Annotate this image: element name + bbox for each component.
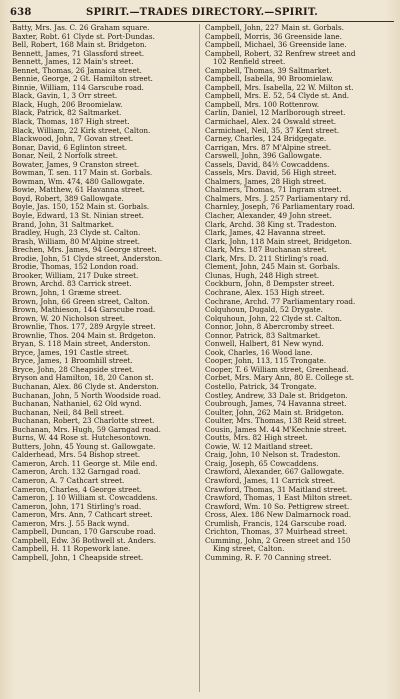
directory-entry: Carney, Charles, 124 Bridgegate. bbox=[205, 135, 327, 144]
directory-entry: Brodie, Thomas, 152 London road. bbox=[12, 263, 139, 272]
directory-entry: Brand, John, 31 Saltmarket. bbox=[12, 220, 114, 229]
directory-entry: Chalmers, Mrs. J. 257 Parliamentary rd. bbox=[205, 194, 351, 203]
directory-entry: Brash, William, 80 M'Alpine street. bbox=[12, 237, 141, 246]
directory-entry: Bell, Robert, 168 Main st. Bridgeton. bbox=[12, 41, 147, 50]
directory-entry: Coutts, Mrs. 82 High street. bbox=[205, 434, 308, 443]
directory-entry: Cameron, Charles, 4 George street. bbox=[12, 485, 142, 494]
directory-entry: Buchanan, Nathaniel, 62 Old wynd. bbox=[12, 400, 142, 409]
page-header bbox=[10, 6, 394, 20]
column-divider bbox=[199, 24, 200, 692]
directory-entry: Bryce, James, 191 Castle street. bbox=[12, 348, 130, 357]
directory-entry: Buchanan, Robert, 23 Charlotte street. bbox=[12, 417, 155, 426]
directory-entry: Brownlie, Thos. 177, 289 Argyle street. bbox=[12, 323, 156, 332]
directory-entry: Campbell, H. 11 Ropework lane. bbox=[12, 545, 131, 554]
directory-entry: Bennett, James, 71 Glassford street. bbox=[12, 49, 145, 58]
directory-entry: Campbell, John, 227 Main st. Gorbals. bbox=[205, 24, 344, 32]
directory-entry: Black, Hugh, 206 Broomielaw. bbox=[12, 100, 123, 109]
directory-entry: Campbell, Edw. 36 Bothwell st. Anders. bbox=[12, 536, 157, 545]
directory-entry: Campbell, Isabella, 90 Broomielaw. bbox=[205, 75, 334, 84]
directory-entry: Clark, James, 42 Havanna street. bbox=[205, 229, 326, 238]
directory-entry: Cameron, J. 10 William st. Cowcaddens. bbox=[12, 494, 158, 503]
directory-entry: Brooker, William, 217 Duke street. bbox=[12, 271, 139, 280]
directory-entry: Clark, Mrs. D. 211 Stirling's road. bbox=[205, 254, 329, 263]
directory-entry: Bennett, James, 12 Main's street. bbox=[12, 58, 134, 67]
directory-entry: Brown, John, 1 Græme street. bbox=[12, 288, 122, 297]
directory-entry: Carrigan, Mrs. 87 M'Alpine street. bbox=[205, 143, 332, 152]
directory-entry: Cowie, W. 12 Maitland street. bbox=[205, 442, 313, 451]
directory-entry: Coulter, John, 262 Main st. Bridgeton. bbox=[205, 408, 344, 417]
directory-entry: Clacher, Alexander, 49 John street. bbox=[205, 212, 332, 221]
directory-entry: Cross, Alex. 186 New Dalmarnock road. bbox=[205, 511, 351, 520]
directory-entry: Cassels, David, 84½ Cowcaddens. bbox=[205, 160, 330, 169]
directory-entry: Cassels, Mrs. David, 56 High street. bbox=[205, 169, 337, 178]
directory-entry: Coulter, Mrs. Thomas, 138 Reid street. bbox=[205, 417, 347, 426]
directory-entry: Boyle, Jas. 150, 152 Main st. Gorbals. bbox=[12, 203, 150, 212]
directory-entry: Connor, John, 8 Abercromby street. bbox=[205, 323, 335, 332]
directory-entry: Costello, Patrick, 34 Trongate. bbox=[205, 382, 317, 391]
directory-entry: Black, Gavin, 1, 3 Orr street. bbox=[12, 92, 118, 101]
directory-entry: Carmichael, Neil, 35, 37 Kent street. bbox=[205, 126, 340, 135]
directory-entry: Brown, John, 66 Green street, Calton. bbox=[12, 297, 150, 306]
directory-entry: Campbell, John, 1 Cheapside street. bbox=[12, 553, 144, 562]
directory-entry: Cameron, John, 171 Stirling's road. bbox=[12, 502, 142, 511]
directory-entry: Bonar, Neil, 2 Norfolk street. bbox=[12, 152, 118, 161]
directory-entry: Clark, Mrs. 187 Buchanan street. bbox=[205, 246, 327, 255]
directory-entry: Conwell, Halbert, 81 New wynd. bbox=[205, 340, 324, 349]
directory-entry: Bryan, S. 118 Main street, Anderston. bbox=[12, 340, 151, 349]
directory-entry: Butters, John, 45 Young st. Gallowgate. bbox=[12, 442, 156, 451]
directory-entry: Burns, W. 44 Rose st. Hutchesontown. bbox=[12, 434, 152, 443]
directory-entry: Buchanan, Alex. 86 Clyde st. Anderston. bbox=[12, 382, 159, 391]
directory-entry: Cameron, Mrs. J. 55 Back wynd. bbox=[12, 519, 130, 528]
directory-entry: Campbell, Morris, 36 Greenside lane. bbox=[205, 32, 342, 41]
directory-entry: Buchanan, John, 5 North Woodside road. bbox=[12, 391, 161, 400]
directory-entry: Cousin, James M. 44 M'Kechnie street. bbox=[205, 425, 347, 434]
directory-entry: Brown, Mathieson, 144 Garscube road. bbox=[12, 306, 156, 315]
directory-entry: Charnley, Joseph, 76 Parliamentary road. bbox=[205, 203, 355, 212]
directory-entry: Crawford, Thomas, 1 East Milton street. bbox=[205, 494, 353, 503]
directory-entry: Colquhoun, John, 22 Clyde st. Calton. bbox=[205, 314, 342, 323]
directory-entry: Clark, Archd. 38 King st. Tradeston. bbox=[205, 220, 337, 229]
directory-entry: Campbell, Robert, 32 Renfrew street and bbox=[205, 49, 356, 58]
directory-entry: Cameron, A. 7 Cathcart street. bbox=[12, 476, 125, 485]
directory-entry: Bowman, T. sen. 117 Main st. Gorbals. bbox=[12, 169, 153, 178]
directory-entry: Black, William, 22 Kirk street, Calton. bbox=[12, 126, 151, 135]
directory-entry: Brodie, John, 51 Clyde street, Anderston. bbox=[12, 254, 163, 263]
directory-entry: Crumlish, Francis, 124 Garscube road. bbox=[205, 519, 347, 528]
directory-entry: Clement, John, 245 Main st. Gorbals. bbox=[205, 263, 340, 272]
directory-entry: Campbell, Mrs. Isabella, 22 W. Milton st. bbox=[205, 83, 354, 92]
directory-entry: Chalmers, Thomas, 71 Ingram street. bbox=[205, 186, 342, 195]
directory-entry: Cameron, Arch. 132 Garngad road. bbox=[12, 468, 141, 477]
directory-entry: Cumming, R. F. 70 Canning street. bbox=[205, 553, 332, 562]
directory-entry: Bryce, John, 28 Cheapside street. bbox=[12, 365, 135, 374]
directory-entry: Campbell, Michael, 36 Greenside lane. bbox=[205, 41, 347, 50]
directory-entry: Cook, Charles, 16 Wood lane. bbox=[205, 348, 313, 357]
directory-entry: Cochrane, Alex. 153 High street. bbox=[205, 288, 325, 297]
directory-entry: Craig, Joseph, 65 Cowcaddens. bbox=[205, 459, 319, 468]
directory-entry: Costley, Andrew, 33 Dale st. Bridgeton. bbox=[205, 391, 348, 400]
directory-entry: Buchanan, Neil, 84 Bell street. bbox=[12, 408, 125, 417]
directory-entry: King street, Calton. bbox=[213, 545, 285, 554]
directory-entry: Black, Patrick, 82 Saltmarket. bbox=[12, 109, 122, 118]
directory-entry: Bryce, James, 1 Broomhill street. bbox=[12, 357, 133, 366]
directory-entry: Cameron, Arch. 11 George st. Mile end. bbox=[12, 459, 158, 468]
directory-entry: Bonar, David, 6 Eglinton street. bbox=[12, 143, 128, 152]
directory-entry: Binnie, William, 114 Garscube road. bbox=[12, 83, 144, 92]
directory-entry: Clunas, Hugh, 248 High street. bbox=[205, 271, 320, 280]
directory-entry: Campbell, Duncan, 170 Garscube road. bbox=[12, 528, 156, 537]
directory-entry: Bennet, Thomas, 26 Jamaica street. bbox=[12, 66, 142, 75]
directory-entry: Brechen, Mrs. James, 94 George street. bbox=[12, 246, 157, 255]
directory-entry: Bryson and Hamilton, 18, 20 Canon st. bbox=[12, 374, 154, 383]
right-column bbox=[205, 24, 391, 562]
directory-entry: Bowman, Wm. 474, 480 Gallowgate. bbox=[12, 177, 145, 186]
directory-entry: Clark, John, 118 Main street, Bridgeton. bbox=[205, 237, 352, 246]
directory-entry: Cumming, John, 2 Green street and 150 bbox=[205, 536, 351, 545]
directory-entry: Coubrough, James, 74 Havanna street. bbox=[205, 400, 347, 409]
directory-entry: Craig, John, 10 Nelson st. Tradeston. bbox=[205, 451, 341, 460]
directory-entry: Bennie, George, 2 Gt. Hamilton street. bbox=[12, 75, 153, 84]
directory-entry: Baxter, Robt. 61 Clyde st. Port-Dundas. bbox=[12, 32, 155, 41]
directory-entry: Calderhead, Mrs. 54 Bishop street. bbox=[12, 451, 140, 460]
directory-entry: Black, Thomas, 187 High street. bbox=[12, 118, 130, 127]
directory-entry: Cooper, John, 113, 115 Trongate. bbox=[205, 357, 327, 366]
directory-entry: Cochrane, Archd. 77 Parliamentary road. bbox=[205, 297, 356, 306]
header-rule bbox=[10, 21, 394, 22]
directory-entry: Bowie, Matthew, 61 Havanna street. bbox=[12, 186, 145, 195]
directory-entry: Carmichael, Alex. 24 Oswald street. bbox=[205, 118, 337, 127]
directory-entry: Campbell, Thomas, 39 Saltmarket. bbox=[205, 66, 332, 75]
directory-entry: Bowater, James, 9 Cranston street. bbox=[12, 160, 140, 169]
directory-entry: Cameron, Mrs. Ann, 7 Cathcart street. bbox=[12, 511, 153, 520]
directory-entry: Buchanan, Mrs. Hugh, 59 Garngad road. bbox=[12, 425, 161, 434]
directory-entry: Carswell, John, 396 Gallowgate. bbox=[205, 152, 322, 161]
left-column bbox=[12, 24, 198, 562]
directory-entry: Boyd, Robert, 389 Gallowgate. bbox=[12, 194, 124, 203]
directory-entry: Crawford, Alexander, 667 Gallowgate. bbox=[205, 468, 345, 477]
directory-entry: Blackwood, John, 7 Govan street. bbox=[12, 135, 134, 144]
directory-entry: Boyle, Edward, 13 St. Ninian street. bbox=[12, 212, 144, 221]
directory-entry: Carlin, Daniel, 12 Marlborough street. bbox=[205, 109, 346, 118]
directory-entry: Crawford, Thomas, 31 Maitland street. bbox=[205, 485, 348, 494]
directory-entry: Brownlie, Thos. 204 Main st. Brdgeton. bbox=[12, 331, 156, 340]
running-title: SPIRIT.—TRADES DIRECTORY.—SPIRIT. bbox=[86, 7, 318, 18]
directory-entry: Chalmers, James, 28 High street. bbox=[205, 177, 327, 186]
directory-entry: Connor, Patrick, 83 Saltmarket. bbox=[205, 331, 321, 340]
page-number: 638 bbox=[10, 7, 32, 18]
directory-entry: Campbell, Mrs. E. 52, 54 Clyde st. And. bbox=[205, 92, 350, 101]
directory-entry: Colquhoun, Dugald, 52 Drygate. bbox=[205, 306, 323, 315]
directory-entry: Brown, Archd. 83 Carrick street. bbox=[12, 280, 132, 289]
directory-entry: Cooper, T. 6 William street, Greenhead. bbox=[205, 365, 349, 374]
directory-entry: Corbet, Mrs. Mary Ann, 80 E. College st. bbox=[205, 374, 354, 383]
directory-entry: Crawford, Wm. 10 So. Pettigrew street. bbox=[205, 502, 350, 511]
directory-entry: Campbell, Mrs. 100 Rottenrow. bbox=[205, 100, 320, 109]
directory-entry: Cockburn, John, 8 Dempster street. bbox=[205, 280, 335, 289]
directory-entry: Crawford, James, 11 Carrick street. bbox=[205, 476, 336, 485]
directory-entry: Batty, Mrs. Jas. C. 26 Graham square. bbox=[12, 24, 150, 32]
directory-entry: Bradley, Hugh, 23 Clyde st. Calton. bbox=[12, 229, 141, 238]
directory-entry: 102 Renfield street. bbox=[213, 58, 286, 67]
directory-entry: Brown, W. 20 Nicholson street. bbox=[12, 314, 126, 323]
directory-entry: Crichton, Thomas, 37 Muirhead street. bbox=[205, 528, 348, 537]
